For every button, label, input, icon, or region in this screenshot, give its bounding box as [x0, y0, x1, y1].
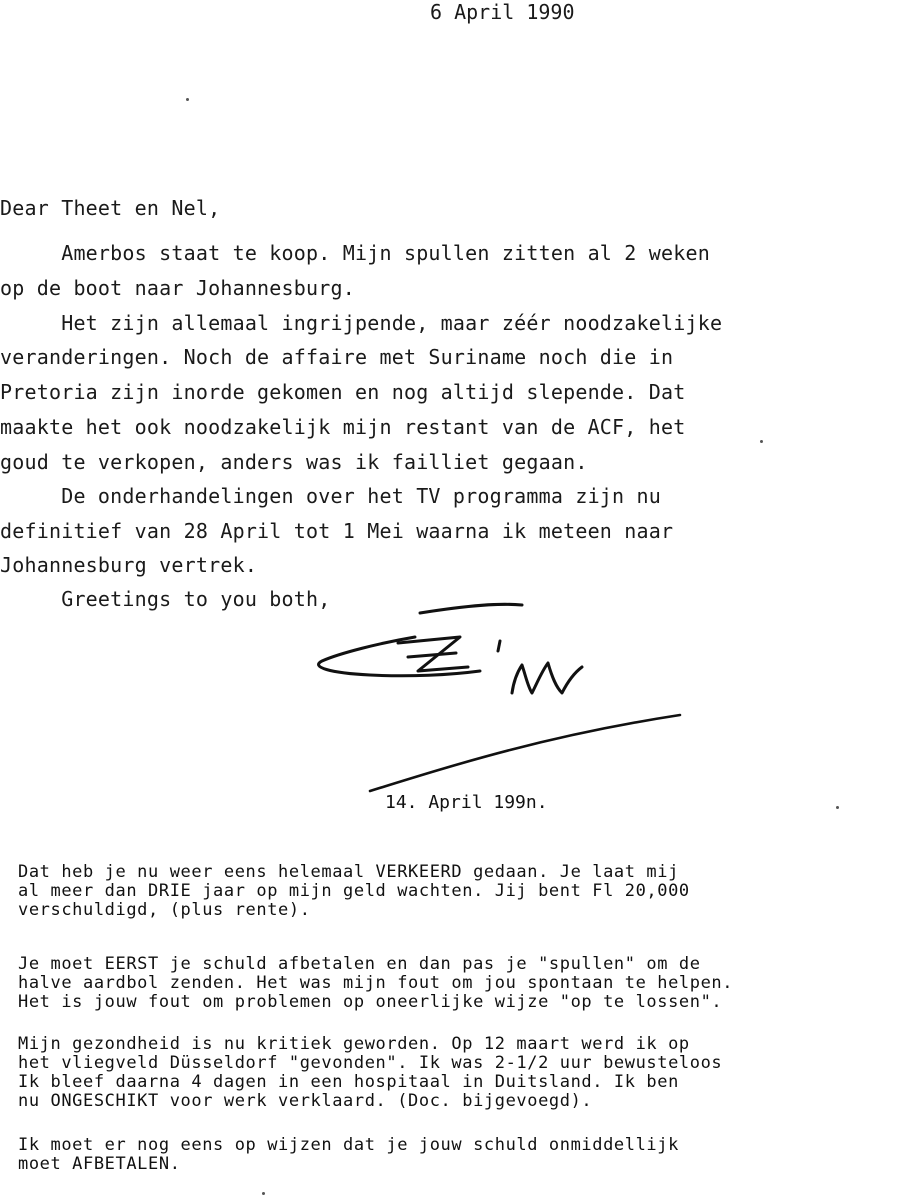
reply-paragraph-1-line-1: Dat heb je nu weer eens helemaal VERKEERD gedaan. Je laat mij: [18, 862, 679, 882]
paragraph-2-line-5: goud te verkopen, anders was ik failliet gegaan.: [0, 450, 588, 474]
paragraph-2-line-1: Het zijn allemaal ingrijpende, maar zéér noodzakelijke: [0, 311, 723, 335]
paragraph-3-line-2: definitief van 28 April tot 1 Mei waarna ik meteen naar: [0, 519, 674, 543]
salutation: Dear Theet en Nel,: [0, 196, 221, 220]
reply-paragraph-3-line-2: het vliegveld Düsseldorf "gevonden". Ik was 2-1/2 uur bewusteloos: [18, 1053, 723, 1073]
letter-date: 6 April 1990: [430, 0, 575, 24]
reply-paragraph-2-line-2: halve aardbol zenden. Het was mijn fout om jou spontaan te helpen.: [18, 973, 734, 993]
reply-paragraph-3-line-1: Mijn gezondheid is nu kritiek geworden. Op 12 maart werd ik op: [18, 1034, 690, 1054]
scan-speck: [262, 1192, 265, 1195]
reply-paragraph-4-line-1: Ik moet er nog eens op wijzen dat je jouw schuld onmiddellijk: [18, 1135, 679, 1155]
reply-paragraph-2-line-3: Het is jouw fout om problemen op oneerlijke wijze "op te lossen".: [18, 992, 723, 1012]
paragraph-1-line-1: Amerbos staat te koop. Mijn spullen zitten al 2 weken: [0, 241, 710, 265]
paragraph-2-line-3: Pretoria zijn inorde gekomen en nog altijd slepende. Dat: [0, 380, 686, 404]
reply-date: 14. April 199n.: [385, 792, 548, 813]
reply-paragraph-3-line-3: Ik bleef daarna 4 dagen in een hospitaal in Duitsland. Ik ben: [18, 1072, 679, 1092]
reply-paragraph-2-line-1: Je moet EERST je schuld afbetalen en dan pas je "spullen" om de: [18, 954, 701, 974]
scan-speck: [760, 440, 763, 443]
paragraph-1-line-2: op de boot naar Johannesburg.: [0, 276, 355, 300]
paragraph-3-line-1: De onderhandelingen over het TV programma zijn nu: [0, 484, 662, 508]
closing: Greetings to you both,: [0, 587, 331, 611]
signature: [300, 595, 700, 815]
signature-drawing: [300, 595, 700, 810]
reply-paragraph-3-line-4: nu ONGESCHIKT voor werk verklaard. (Doc. bijgevoegd).: [18, 1091, 593, 1111]
scan-speck: [186, 98, 189, 101]
paragraph-2-line-4: maakte het ook noodzakelijk mijn restant van de ACF, het: [0, 415, 686, 439]
reply-paragraph-1-line-2: al meer dan DRIE jaar op mijn geld wachten. Jij bent Fl 20,000: [18, 881, 690, 901]
reply-paragraph-4-line-2: moet AFBETALEN.: [18, 1154, 181, 1174]
reply-paragraph-1-line-3: verschuldigd, (plus rente).: [18, 900, 311, 920]
paragraph-2-line-2: veranderingen. Noch de affaire met Suriname noch die in: [0, 345, 674, 369]
scan-speck: [836, 806, 839, 809]
paragraph-3-line-3: Johannesburg vertrek.: [0, 553, 258, 577]
